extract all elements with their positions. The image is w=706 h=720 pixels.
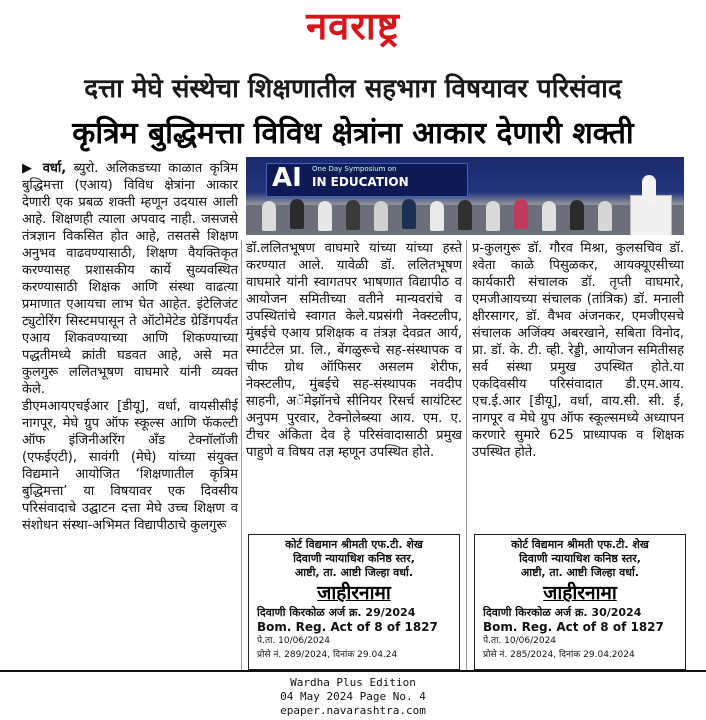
article-subheadline: दत्ता मेघे संस्थेचा शिक्षणातील सहभाग विषयावर परिसंवाद	[84, 74, 622, 104]
ad-court: कोर्ट विद्यमान श्रीमती एफ.टी. शेख	[285, 538, 423, 551]
ad-place: आष्टी, ता. आष्टी जिल्हा वर्धा.	[520, 566, 640, 579]
dateline: वर्धा,	[42, 161, 67, 176]
masthead	[0, 0, 706, 52]
footer-site: epaper.navarashtra.com	[280, 704, 426, 717]
footer-date-page: 04 May 2024 Page No. 4	[280, 690, 426, 703]
ad-reference: प्रोसे नं. 285/2024, दिनांक 29.04.2024	[483, 650, 635, 660]
event-photo	[246, 157, 684, 235]
article-column-2	[246, 240, 462, 528]
speaker-figure	[642, 175, 656, 205]
guest-figure	[402, 199, 416, 229]
column-rule	[466, 240, 467, 670]
column-rule	[241, 240, 242, 670]
ad-case-number: दिवाणी किरकोळ अर्ज क्र. 30/2024	[483, 606, 642, 619]
ad-court-level: दिवाणी न्यायाधिश कनिष्ठ स्तर,	[293, 552, 415, 565]
guest-figure	[570, 200, 584, 230]
legal-notice-ad	[474, 534, 686, 670]
guest-figure	[458, 200, 472, 230]
guest-figure	[262, 201, 276, 231]
ad-act: Bom. Reg. Act of 8 of 1827	[483, 620, 664, 634]
guest-figure	[374, 201, 388, 231]
legal-notice-ad	[248, 534, 460, 670]
masthead-logo: नवराष्ट्र	[306, 4, 400, 48]
ad-title: जाहीरनामा	[543, 582, 617, 604]
guest-figure	[598, 201, 612, 231]
ad-date: पे.ता. 10/06/2024	[257, 636, 331, 646]
banner-title: IN EDUCATION	[312, 175, 409, 189]
guest-figure	[290, 199, 304, 229]
ad-case-number: दिवाणी किरकोळ अर्ज क्र. 29/2024	[257, 606, 416, 619]
ad-reference: प्रोसे नं. 289/2024, दिनांक 29.04.24	[257, 650, 398, 660]
ad-court-level: दिवाणी न्यायाधिश कनिष्ठ स्तर,	[519, 552, 641, 565]
ad-court: कोर्ट विद्यमान श्रीमती एफ.टी. शेख	[511, 538, 649, 551]
footer-divider	[0, 670, 706, 672]
lead-text: ब्युरो. अलिकडच्या काळात कृत्रिम बुद्धिमत्ता (एआय) विविध क्षेत्रांना आकार देणारी एक प्रबळ शक्ती म्हणून उदयास आली आहे. शिक्षणही त्याला अपवाद नाही. जसजसे तंत्रज्ञान विकसित होत आहे, तसतसे शिक्षण अनुभव वाढवण्यासाठी, शिक्षण वैयक्तिकृत करण्यासह प्रशासकीय कार्ये सुव्यवस्थित करण्यासाठी शिक्षक आणि संस्था वाढत्या प्रमाणात एआयचा लाभ घेत आहेत. इंटेलिजंट ट्युटोरिंग सिस्टमपासून ते ऑटोमेटेड ग्रेडिंगपर्यंत एआय शिकवण्याच्या आणि शिकण्याच्या पद्धतीमध्ये क्रांती घडवत आहे, असे मत कुलगुरू ललितभूषण वाघमारे यांनी व्यक्त केले.	[22, 161, 238, 397]
article-column-3	[472, 240, 684, 528]
guest-figure	[486, 201, 500, 231]
ad-title: जाहीरनामा	[317, 582, 391, 604]
article-column-1	[22, 160, 238, 668]
banner-subtitle: One Day Symposium on	[312, 165, 397, 173]
guest-figure	[542, 201, 556, 231]
banner-ai-text: AI	[272, 163, 302, 193]
column-3-text: प्र-कुलगुरू डॉ. गौरव मिश्रा, कुलसचिव डॉ. श्वेता काळे पिसुळकर, आयक्यूएसीच्या कार्यकारी संचालक डॉ. तृप्ती वाघमारे, एमजीआयच्या संचालक (तांत्रिक) डॉ. मनाली क्षीरसागर, डॉ. वैभव अंजनकर, एमजीएसचे संचालक अजिंक्य अबरखाने, सबिता विनोद, प्रा. डॉ. के. टी. व्ही. रेड्डी, आयोजन समितीसह सर्व संस्था प्रमुख उपस्थित होते.या एकदिवसीय परिसंवादात डी.एम.आय. एच.ई.आर [डीयू], वर्धा, वाय.सी. सी. ई, नागपूर व मेघे ग्रुप ऑफ स्कूल्समध्ये अध्यापन करणारे सुमारे 625 प्राध्यापक व शिक्षक उपस्थित होते.	[472, 241, 684, 460]
ad-act: Bom. Reg. Act of 8 of 1827	[257, 620, 438, 634]
guest-figure	[514, 199, 528, 229]
ad-place: आष्टी, ता. आष्टी जिल्हा वर्धा.	[294, 566, 414, 579]
footer-edition: Wardha Plus Edition	[290, 676, 416, 689]
second-paragraph: डीएमआयएचईआर [डीयू], वर्धा, वायसीसीई नागपूर, मेघे ग्रुप ऑफ स्कूल्स आणि फॅकल्टी ऑफ इंजिनीअरिंग अँड टेक्नॉलॉजी (एफईएटी), सावंगी (मेघे) यांच्या संयुक्त विद्यमाने आयोजित ‘शिक्षणातील कृत्रिम बुद्धिमत्ता’ या विषयावर एक दिवसीय परिसंवादाचे उद्घाटन दत्ता मेघे उच्च शिक्षण व संशोधन संस्था-अभिमत विद्यापीठाचे कुलगुरू	[22, 399, 238, 533]
footer	[0, 676, 706, 718]
guest-figure	[318, 201, 332, 231]
lead-paragraph: ▶ वर्धा, ब्युरो. अलिकडच्या काळात कृत्रिम बुद्धिमत्ता (एआय) विविध क्षेत्रांना आकार देणारी एक प्रबळ शक्ती म्हणून उदयास आली आहे. शिक्षणही त्याला अपवाद नाही. जसजसे तंत्रज्ञान विकसित होत आहे, तसतसे शिक्षण अनुभव वाढवण्यासाठी, शिक्षण वैयक्तिकृत करण्यासह प्रशासकीय कार्ये सुव्यवस्थित करण्यासाठी शिक्षक आणि संस्था वाढत्या प्रमाणात एआयचा लाभ घेत आहेत. इंटेलिजंट ट्युटोरिंग सिस्टमपासून ते ऑटोमेटेड ग्रेडिंगपर्यंत एआय शिकवण्याच्या आणि शिकण्याच्या पद्धतीमध्ये क्रांती घडवत आहे, असे मत कुलगुरू ललितभूषण वाघमारे यांनी व्यक्त केले.	[22, 161, 238, 397]
column-2-text: डॉ.ललितभूषण वाघमारे यांच्या यांच्या हस्ते करण्यात आले. यावेळी डॉ. ललितभूषण वाघमारे यांनी स्वागतपर भाषणात विद्यापीठ व आयोजन समितीच्या वतीने मान्यवरांचे व उपस्थितांचे स्वागत केले.यप्रसंगी नेक्स्टलीप, मुंबईचे एआय प्रशिक्षक व तंत्रज्ञ देवव्रत आर्य, स्मार्टटेल प्रा. लि., बेंगळुरूचे सह-संस्थापक व चीफ ग्रोथ ऑफिसर असलम शेरीफ, नेक्स्टलीप, मुंबईचे सह-संस्थापक नवदीप साहनी, अॅमेझॉनचे सीनियर रिसर्च सायंटिस्ट अनुपम पुरवार, टेक्नोलेब्स्या आय. एम. ए. टीचर अंकिता देव हे परिसंवादासाठी प्रमुख पाहुणे व विषय तज्ञ म्हणून उपस्थित होते.	[246, 241, 462, 460]
article-headline: कृत्रिम बुद्धिमत्ता विविध क्षेत्रांना आकार देणारी शक्ती	[72, 116, 634, 151]
ad-date: पे.ता. 10/06/2024	[483, 636, 557, 646]
guest-figure	[430, 201, 444, 231]
guest-figure	[346, 200, 360, 230]
